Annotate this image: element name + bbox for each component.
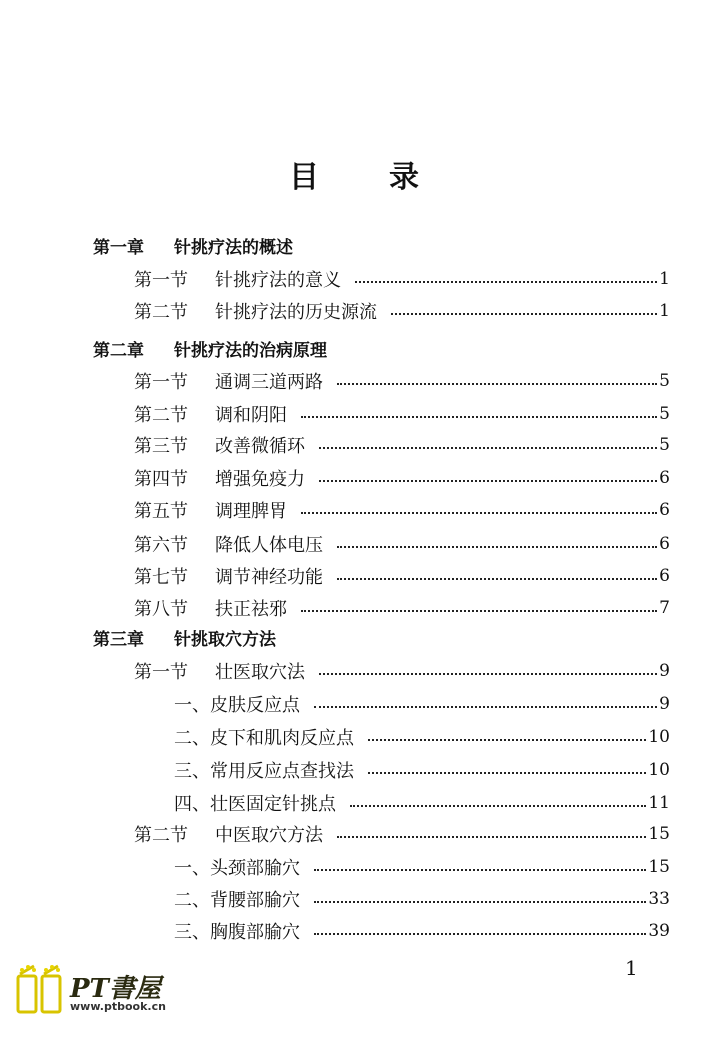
toc-leader-dots [314,918,646,944]
toc-entry-page: 11 [648,793,670,813]
toc-leader-dots [301,401,657,427]
toc-entry-number: 第三章 [93,629,144,650]
toc-entry [0,563,710,589]
toc-entry-number: 第六节 [134,535,188,556]
logo-url: www.ptbook.cn [70,1000,166,1013]
toc-entry-number: 第二节 [134,302,188,323]
toc-leader-dots [319,465,657,491]
toc-entry-title: 一、头颈部腧穴 [174,858,300,879]
toc-entry-title: 针挑疗法的意义 [215,270,341,291]
toc-entry-title: 三、常用反应点查找法 [174,761,354,782]
toc-entry-page: 15 [648,857,670,877]
toc-entry-number: 第八节 [134,599,188,620]
toc-leader-dots [368,757,646,783]
toc-leader-dots [319,432,657,458]
toc-entry-page: 15 [648,824,670,844]
toc-entry-title: 调和阴阳 [215,405,287,426]
toc-entry [0,790,710,816]
toc-leader-dots [337,368,657,394]
toc-entry [0,432,710,458]
toc-entry-number: 第二章 [93,340,144,361]
toc-entry [0,595,710,621]
toc-entry-number: 第一节 [134,372,188,393]
toc-entry-title: 调节神经功能 [215,567,323,588]
toc-leader-dots [301,595,657,621]
toc-leader-dots [391,298,657,324]
toc-entry-title: 二、背腰部腧穴 [174,890,300,911]
toc-leader-dots [314,854,646,880]
toc-entry-number: 第三节 [134,436,188,457]
toc-entry-title: 针挑疗法的治病原理 [174,340,327,361]
toc-entry-title: 针挑疗法的历史源流 [215,302,377,323]
toc-entry-title: 通调三道两路 [215,372,323,393]
toc-entry-title: 针挑疗法的概述 [174,237,293,258]
page-title [0,152,710,196]
toc-entry-title: 降低人体电压 [215,535,323,556]
toc-entry-number: 第二节 [134,825,188,846]
toc-leader-dots [337,563,657,589]
toc-leader-dots [337,531,657,557]
title-char-2: 录 [389,160,421,195]
toc-entry-number: 第二节 [134,405,188,426]
toc-entry [0,757,710,783]
toc-entry-page: 6 [659,500,670,520]
toc-entry [0,854,710,880]
toc-entry [0,918,710,944]
toc-leader-dots [314,691,657,717]
toc-chapter [0,232,710,258]
toc-leader-dots [301,497,657,523]
toc-leader-dots [350,790,646,816]
toc-entry-title: 二、皮下和肌肉反应点 [174,728,354,749]
toc-entry-title: 调理脾胃 [215,501,287,522]
toc-entry-number: 第七节 [134,567,188,588]
toc-entry-page: 9 [659,661,670,681]
toc-entry [0,298,710,324]
toc-entry-page: 10 [648,760,670,780]
toc-entry-page: 39 [648,921,670,941]
toc-entry [0,821,710,847]
toc-leader-dots [319,658,657,684]
toc-entry-page: 7 [659,598,670,618]
toc-entry [0,497,710,523]
toc-entry-number: 第一节 [134,270,188,291]
toc-entry-title: 一、皮肤反应点 [174,695,300,716]
toc-entry-page: 1 [659,269,670,289]
toc-entry-page: 5 [659,404,670,424]
toc-entry-number: 第一章 [93,237,144,258]
toc-entry-page: 5 [659,435,670,455]
toc-entry-page: 5 [659,371,670,391]
toc-chapter [0,624,710,650]
logo-brand: PT書屋 [70,974,161,1004]
toc-entry-page: 33 [648,889,670,909]
toc-entry-number: 第五节 [134,501,188,522]
toc-entry-title: 针挑取穴方法 [174,629,276,650]
toc-leader-dots [355,266,657,292]
toc-leader-dots [314,886,646,912]
toc-entry-title: 改善微循环 [215,436,305,457]
toc-entry [0,886,710,912]
toc-entry-title: 四、壮医固定针挑点 [174,794,336,815]
toc-entry-title: 扶正祛邪 [215,599,287,620]
toc-leader-dots [368,724,646,750]
toc-entry-title: 壮医取穴法 [215,662,305,683]
toc-entry-title: 中医取穴方法 [215,825,323,846]
toc-entry-page: 6 [659,468,670,488]
toc-entry-page: 6 [659,534,670,554]
toc-entry-page: 6 [659,566,670,586]
toc-entry-number: 第一节 [134,662,188,683]
page-number: 1 [625,956,638,980]
toc-entry [0,368,710,394]
toc-entry-page: 10 [648,727,670,747]
toc-entry [0,531,710,557]
toc-entry [0,266,710,292]
toc-entry-page: 1 [659,301,670,321]
toc-entry-page: 9 [659,694,670,714]
toc-entry-number: 第四节 [134,469,188,490]
toc-entry [0,658,710,684]
toc-entry-title: 增强免疫力 [215,469,305,490]
toc-leader-dots [337,821,646,847]
title-char-1: 目 [289,160,321,195]
toc-entry-title: 三、胸腹部腧穴 [174,922,300,943]
toc-entry [0,401,710,427]
toc-entry [0,691,710,717]
toc-chapter [0,335,710,361]
toc-entry [0,465,710,491]
toc-entry [0,724,710,750]
